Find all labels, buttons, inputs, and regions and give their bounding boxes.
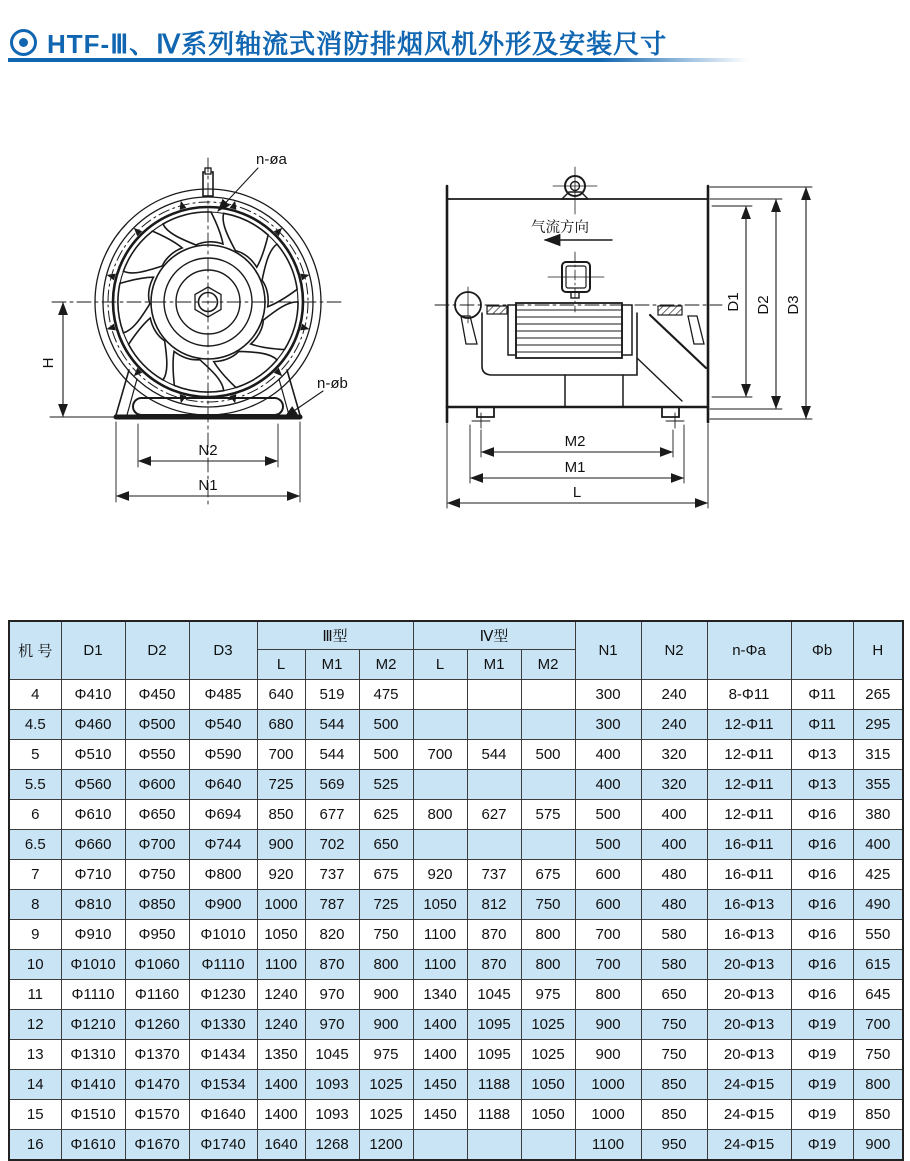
table-cell [521,770,575,800]
table-cell: Φ16 [791,860,853,890]
table-cell: 16-Φ11 [707,830,791,860]
bullseye-icon [10,29,37,56]
table-cell: 8-Φ11 [707,680,791,710]
col-group-type4: Ⅳ型 [413,621,575,650]
table-cell [467,1130,521,1161]
table-cell: 1340 [413,980,467,1010]
table-cell: Φ11 [791,710,853,740]
table-cell: 850 [641,1070,707,1100]
table-cell: 20-Φ13 [707,1040,791,1070]
table-cell: 700 [575,950,641,980]
table-cell: Φ16 [791,890,853,920]
table-cell: 16-Φ13 [707,920,791,950]
table-cell: 975 [521,980,575,1010]
dim-label-m1: M1 [564,459,586,476]
table-cell: Φ540 [189,710,257,740]
table-cell: Φ560 [61,770,125,800]
table-row [9,890,903,920]
table-cell: 320 [641,770,707,800]
table-cell: 800 [359,950,413,980]
table-cell: 569 [305,770,359,800]
table-row [9,1040,903,1070]
table-cell: 10 [9,950,61,980]
table-cell: 627 [467,800,521,830]
table-cell: 677 [305,800,359,830]
table-cell: Φ1060 [125,950,189,980]
table-cell: 12-Φ11 [707,740,791,770]
dim-label-d1: D1 [725,292,742,312]
sub-header-m1-type4: M1 [467,650,521,680]
table-cell: Φ1370 [125,1040,189,1070]
table-cell: 1240 [257,980,305,1010]
table-cell: 870 [467,920,521,950]
table-cell: Φ1534 [189,1070,257,1100]
table-cell: 970 [305,980,359,1010]
table-cell: 1640 [257,1130,305,1161]
table-cell: 900 [257,830,305,860]
table-cell: 575 [521,800,575,830]
table-cell: 11 [9,980,61,1010]
table-cell: Φ510 [61,740,125,770]
table-row [9,1100,903,1130]
table-cell: 600 [575,860,641,890]
table-cell: Φ660 [61,830,125,860]
table-cell: 544 [305,710,359,740]
table-cell [521,680,575,710]
table-cell: Φ1110 [61,980,125,1010]
table-cell: 680 [257,710,305,740]
dim-label-h: H [40,357,57,369]
table-cell: Φ1470 [125,1070,189,1100]
table-cell: 1240 [257,1010,305,1040]
table-cell: Φ1330 [189,1010,257,1040]
table-cell [413,1130,467,1161]
table-cell: 750 [853,1040,903,1070]
table-cell: Φ13 [791,770,853,800]
table-cell: 600 [575,890,641,920]
table-cell: 1188 [467,1070,521,1100]
table-cell: 480 [641,890,707,920]
table-cell: 850 [853,1100,903,1130]
table-cell: 1093 [305,1100,359,1130]
table-cell: Φ1510 [61,1100,125,1130]
table-cell: Φ744 [189,830,257,860]
table-cell: 787 [305,890,359,920]
table-cell: 1450 [413,1100,467,1130]
table-cell: Φ1434 [189,1040,257,1070]
table-cell [413,710,467,740]
table-cell: Φ1210 [61,1010,125,1040]
table-row [9,980,903,1010]
table-cell: Φ750 [125,860,189,890]
table-cell: 702 [305,830,359,860]
table-cell: 20-Φ13 [707,980,791,1010]
table-cell: 675 [521,860,575,890]
table-cell: Φ610 [61,800,125,830]
table-cell: Φ1570 [125,1100,189,1130]
table-cell: 700 [853,1010,903,1040]
table-cell: 1045 [305,1040,359,1070]
table-row [9,740,903,770]
table-cell: 750 [641,1040,707,1070]
table-cell: Φ550 [125,740,189,770]
table-cell: 1025 [521,1040,575,1070]
table-cell: 1350 [257,1040,305,1070]
col-header-h: H [853,621,903,680]
table-cell: 519 [305,680,359,710]
dim-label-m2: M2 [564,433,586,450]
col-header-n2: N2 [641,621,707,680]
table-cell: 580 [641,950,707,980]
table-cell: 1400 [257,1070,305,1100]
table-cell: 725 [257,770,305,800]
table-row [9,680,903,710]
table-cell: 1095 [467,1040,521,1070]
table-cell: 13 [9,1040,61,1070]
table-cell: 15 [9,1100,61,1130]
dim-label-n2: N2 [198,442,218,459]
table-cell: 1100 [257,950,305,980]
table-cell [467,830,521,860]
col-header-d1: D1 [61,621,125,680]
table-cell: Φ19 [791,1040,853,1070]
table-cell: 525 [359,770,413,800]
table-cell: 490 [853,890,903,920]
table-cell: Φ19 [791,1010,853,1040]
table-cell: Φ1640 [189,1100,257,1130]
table-cell: 1095 [467,1010,521,1040]
table-cell: 16-Φ11 [707,860,791,890]
table-cell: Φ650 [125,800,189,830]
table-cell: 800 [575,980,641,1010]
table-cell: 1050 [521,1100,575,1130]
table-cell: 400 [641,830,707,860]
table-cell: 750 [521,890,575,920]
table-row [9,860,903,890]
table-cell: 500 [575,800,641,830]
table-cell: Φ19 [791,1070,853,1100]
table-cell: 850 [641,1100,707,1130]
table-cell: 750 [641,1010,707,1040]
sub-header-m2-type4: M2 [521,650,575,680]
table-cell: 850 [257,800,305,830]
table-cell: 1025 [359,1100,413,1130]
table-cell: Φ13 [791,740,853,770]
col-header-d2: D2 [125,621,189,680]
table-cell: 4.5 [9,710,61,740]
table-cell: Φ810 [61,890,125,920]
sub-header-m1-type3: M1 [305,650,359,680]
table-cell: 5 [9,740,61,770]
table-cell: Φ1260 [125,1010,189,1040]
table-cell: Φ710 [61,860,125,890]
table-cell [521,830,575,860]
table-row [9,950,903,980]
table-cell: Φ590 [189,740,257,770]
table-cell: Φ1110 [189,950,257,980]
table-cell: 800 [853,1070,903,1100]
airflow-label: 气流方向 [531,220,589,236]
table-cell: Φ900 [189,890,257,920]
table-row [9,920,903,950]
table-cell: Φ1410 [61,1070,125,1100]
table-cell [467,710,521,740]
table-cell: 315 [853,740,903,770]
table-cell: Φ500 [125,710,189,740]
table-cell: 700 [413,740,467,770]
table-cell: 12 [9,1010,61,1040]
table-cell: 400 [575,770,641,800]
table-cell: 5.5 [9,770,61,800]
table-cell: 265 [853,680,903,710]
table-cell: 812 [467,890,521,920]
table-cell: 1000 [257,890,305,920]
table-cell: 380 [853,800,903,830]
table-cell: 7 [9,860,61,890]
table-cell: Φ19 [791,1130,853,1161]
table-cell: 425 [853,860,903,890]
table-cell: Φ1610 [61,1130,125,1161]
table-cell: 1000 [575,1070,641,1100]
table-cell: Φ640 [189,770,257,800]
table-cell: Φ1670 [125,1130,189,1161]
fan-front-view-drawing [30,130,400,525]
table-cell: Φ700 [125,830,189,860]
table-cell: Φ1230 [189,980,257,1010]
fan-side-view-drawing [430,130,830,525]
table-cell: 970 [305,1010,359,1040]
col-header-machine: 机 号 [9,621,61,680]
table-cell: 240 [641,710,707,740]
table-cell: 650 [359,830,413,860]
table-cell: 640 [257,680,305,710]
table-cell: 475 [359,680,413,710]
table-cell: 1050 [257,920,305,950]
table-cell: 20-Φ13 [707,950,791,980]
table-cell: 920 [413,860,467,890]
sub-header-l-type4: L [413,650,467,680]
table-cell: 800 [521,950,575,980]
table-cell: 737 [467,860,521,890]
col-header-n1: N1 [575,621,641,680]
table-cell: Φ694 [189,800,257,830]
table-cell: 4 [9,680,61,710]
table-cell: 240 [641,680,707,710]
table-cell: 870 [467,950,521,980]
table-cell: 820 [305,920,359,950]
table-cell: 300 [575,680,641,710]
table-cell [467,680,521,710]
table-cell: 900 [575,1010,641,1040]
table-cell: 16 [9,1130,61,1161]
table-cell: 12-Φ11 [707,800,791,830]
sub-header-l-type3: L [257,650,305,680]
table-cell: 480 [641,860,707,890]
table-cell: 1188 [467,1100,521,1130]
dim-label-n1: N1 [198,477,218,494]
table-cell: 24-Φ15 [707,1070,791,1100]
table-cell: Φ16 [791,800,853,830]
table-cell: 24-Φ15 [707,1100,791,1130]
table-cell: 16-Φ13 [707,890,791,920]
sub-header-m2-type3: M2 [359,650,413,680]
table-cell: 1200 [359,1130,413,1161]
table-cell: 355 [853,770,903,800]
table-cell: 700 [575,920,641,950]
dimension-table [8,620,904,1161]
table-cell: 1025 [521,1010,575,1040]
table-cell: 1400 [257,1100,305,1130]
table-cell: 645 [853,980,903,1010]
table-cell: 400 [853,830,903,860]
table-cell: 24-Φ15 [707,1130,791,1161]
table-cell: 300 [575,710,641,740]
dim-label-d3: D3 [785,295,802,315]
table-cell: 12-Φ11 [707,710,791,740]
table-cell [521,1130,575,1161]
table-cell: Φ600 [125,770,189,800]
table-cell: 550 [853,920,903,950]
table-cell: 295 [853,710,903,740]
hole-label-foot: n-øb [317,375,348,392]
table-cell: 8 [9,890,61,920]
table-cell: 9 [9,920,61,950]
table-cell: 6 [9,800,61,830]
table-cell: Φ460 [61,710,125,740]
table-cell: 320 [641,740,707,770]
table-cell: 500 [359,710,413,740]
table-cell: 12-Φ11 [707,770,791,800]
table-row [9,710,903,740]
table-cell: 900 [575,1040,641,1070]
table-cell: 900 [853,1130,903,1161]
table-cell: 900 [359,1010,413,1040]
table-cell: 625 [359,800,413,830]
table-cell: 580 [641,920,707,950]
table-cell: 975 [359,1040,413,1070]
table-cell [413,830,467,860]
table-cell: 1000 [575,1100,641,1130]
table-cell: Φ1310 [61,1040,125,1070]
table-cell: 14 [9,1070,61,1100]
table-cell: 800 [521,920,575,950]
table-cell: 870 [305,950,359,980]
table-cell: 1400 [413,1010,467,1040]
table-row [9,1010,903,1040]
table-cell: 1045 [467,980,521,1010]
table-cell: 1268 [305,1130,359,1161]
table-cell: 900 [359,980,413,1010]
table-cell: 544 [305,740,359,770]
table-cell: Φ1160 [125,980,189,1010]
table-row [9,1130,903,1161]
table-cell: 20-Φ13 [707,1010,791,1040]
table-cell: Φ450 [125,680,189,710]
table-cell: Φ11 [791,680,853,710]
col-header-na: n-Φa [707,621,791,680]
table-cell: 650 [641,980,707,1010]
table-cell: 500 [575,830,641,860]
table-cell: Φ19 [791,1100,853,1130]
table-cell: Φ800 [189,860,257,890]
table-cell: 400 [575,740,641,770]
hole-label-top: n-øa [256,151,287,168]
table-cell: Φ1010 [61,950,125,980]
table-cell [521,710,575,740]
table-cell: Φ16 [791,830,853,860]
table-row [9,770,903,800]
page-title: HTF-Ⅲ、Ⅳ系列轴流式消防排烟风机外形及安装尺寸 [47,28,668,59]
table-cell: 6.5 [9,830,61,860]
table-cell: 737 [305,860,359,890]
table-row [9,1070,903,1100]
table-cell: Φ910 [61,920,125,950]
table-cell: 800 [413,800,467,830]
table-cell: 400 [641,800,707,830]
title-underline [8,58,748,62]
table-cell: 1050 [521,1070,575,1100]
table-cell: Φ16 [791,980,853,1010]
col-header-d3: D3 [189,621,257,680]
table-row [9,800,903,830]
table-cell: Φ16 [791,950,853,980]
table-cell: 1100 [575,1130,641,1161]
table-cell: Φ850 [125,890,189,920]
table-cell: Φ1740 [189,1130,257,1161]
table-cell: Φ1010 [189,920,257,950]
table-cell [413,680,467,710]
table-cell: 700 [257,740,305,770]
table-cell: 1100 [413,950,467,980]
table-cell: 615 [853,950,903,980]
table-cell: 500 [521,740,575,770]
table-row [9,830,903,860]
table-cell: 1050 [413,890,467,920]
table-cell: 1093 [305,1070,359,1100]
dim-label-l: L [572,484,582,501]
table-cell: 500 [359,740,413,770]
table-cell: 725 [359,890,413,920]
col-group-type3: Ⅲ型 [257,621,413,650]
table-cell: 1400 [413,1040,467,1070]
dim-label-d2: D2 [755,295,772,315]
col-header-phib: Φb [791,621,853,680]
table-cell: 1100 [413,920,467,950]
table-cell: Φ410 [61,680,125,710]
table-cell: Φ485 [189,680,257,710]
table-cell: 1450 [413,1070,467,1100]
table-cell: 750 [359,920,413,950]
table-cell: 950 [641,1130,707,1161]
table-cell: 675 [359,860,413,890]
table-cell [413,770,467,800]
table-cell [467,770,521,800]
table-cell: Φ950 [125,920,189,950]
table-cell: 920 [257,860,305,890]
table-cell: 544 [467,740,521,770]
table-cell: 1025 [359,1070,413,1100]
table-cell: Φ16 [791,920,853,950]
